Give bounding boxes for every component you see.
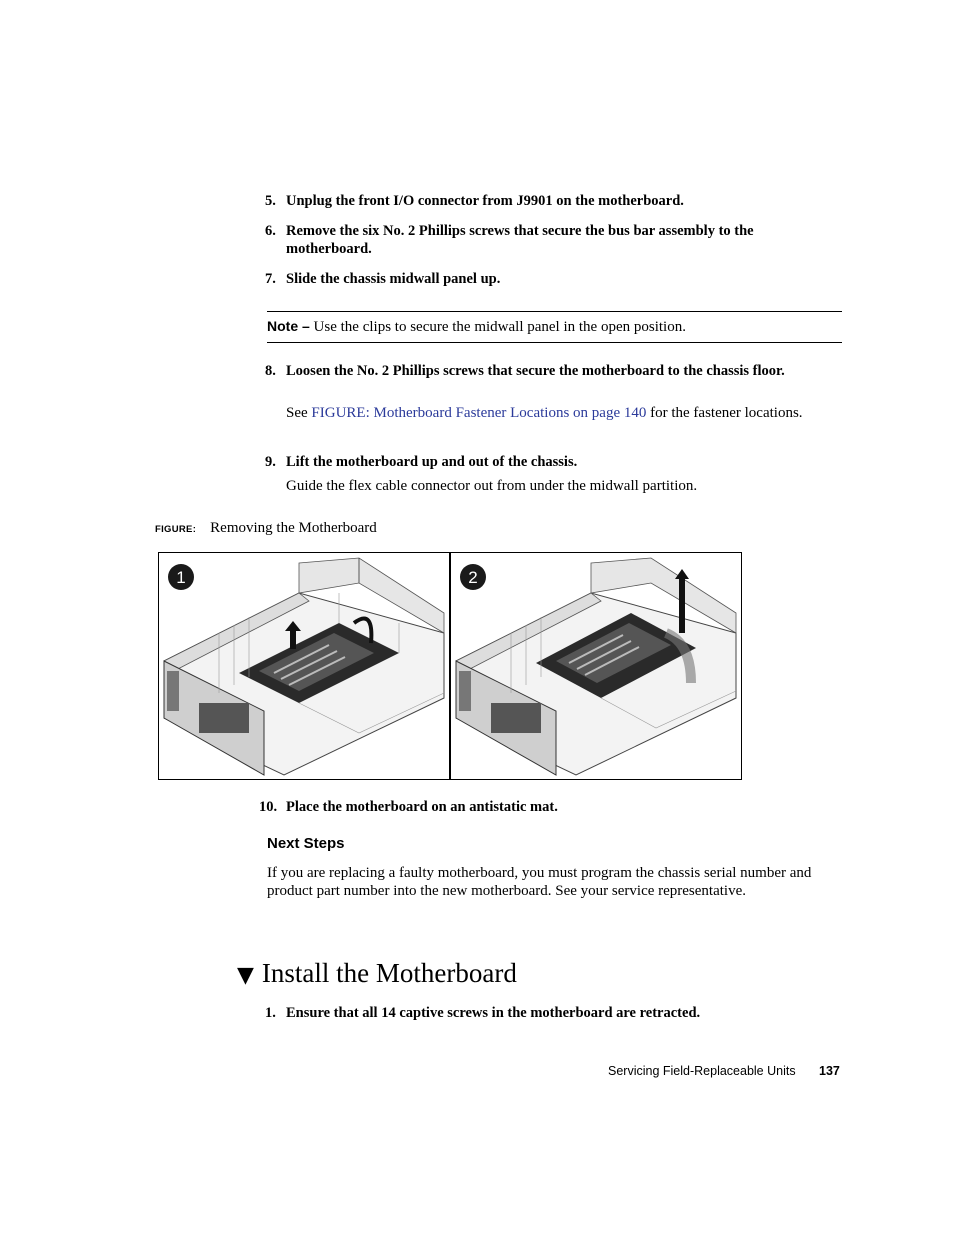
figure-caption bbox=[155, 520, 377, 537]
step-number: 6. bbox=[265, 223, 276, 239]
note-label: Note – bbox=[267, 318, 310, 334]
step-number: 8. bbox=[265, 363, 276, 379]
step-number: 5. bbox=[265, 193, 276, 209]
triangle-down-icon: ▼ bbox=[237, 963, 254, 988]
step-text: Remove the six No. 2 Phillips screws that secure the bus bar assembly to the motherboard. bbox=[286, 223, 754, 257]
step-number: 9. bbox=[265, 454, 276, 470]
step-9-detail: Guide the flex cable connector out from under the midwall partition. bbox=[286, 478, 698, 494]
step-number: 10. bbox=[259, 799, 278, 815]
next-steps-heading: Next Steps bbox=[267, 835, 345, 852]
chassis-illustration-2 bbox=[451, 553, 741, 779]
section-title: Install the Motherboard bbox=[261, 958, 517, 988]
step-number: 7. bbox=[265, 271, 276, 287]
figure-label: FIGURE: bbox=[155, 524, 197, 535]
step-10 bbox=[259, 798, 842, 816]
step-number: 1. bbox=[265, 1005, 276, 1021]
step-9 bbox=[267, 453, 842, 471]
install-heading bbox=[237, 958, 517, 989]
next-steps-paragraph: If you are replacing a faulty motherboard, you must program the chassis serial number and product part number into the new motherboard. See your service representative. bbox=[267, 865, 812, 899]
step-text: Place the motherboard on an antistatic mat. bbox=[286, 799, 558, 815]
note-text: Use the clips to secure the midwall panel in the open position. bbox=[313, 319, 686, 335]
detail-text: for the fastener locations. bbox=[646, 405, 803, 421]
footer-section: Servicing Field-Replaceable Units bbox=[608, 1064, 796, 1078]
step-text: Lift the motherboard up and out of the chassis. bbox=[286, 454, 578, 470]
step-8 bbox=[267, 362, 842, 380]
step-text: Loosen the No. 2 Phillips screws that secure the motherboard to the chassis floor. bbox=[286, 363, 785, 379]
figure-link[interactable]: FIGURE: Motherboard Fastener Locations on page 140 bbox=[311, 405, 647, 421]
figure-title: Removing the Motherboard bbox=[210, 520, 377, 536]
chassis-illustration-1 bbox=[159, 553, 449, 779]
step-8-detail bbox=[286, 405, 842, 422]
step-text: Unplug the front I/O connector from J9901 on the motherboard. bbox=[286, 193, 684, 209]
panel-number: 1 bbox=[176, 568, 186, 587]
step-6 bbox=[267, 222, 842, 258]
step-7 bbox=[267, 270, 842, 288]
install-step-1 bbox=[267, 1004, 842, 1022]
figure-panel-1 bbox=[158, 552, 450, 780]
step-text: Ensure that all 14 captive screws in the motherboard are retracted. bbox=[286, 1005, 701, 1021]
detail-text: See bbox=[286, 405, 312, 421]
panel-number: 2 bbox=[468, 568, 478, 587]
figure-panel-2 bbox=[450, 552, 742, 780]
note-box bbox=[267, 311, 842, 343]
step-text: Slide the chassis midwall panel up. bbox=[286, 271, 501, 287]
page-number: 137 bbox=[819, 1064, 840, 1078]
step-5 bbox=[267, 192, 842, 210]
